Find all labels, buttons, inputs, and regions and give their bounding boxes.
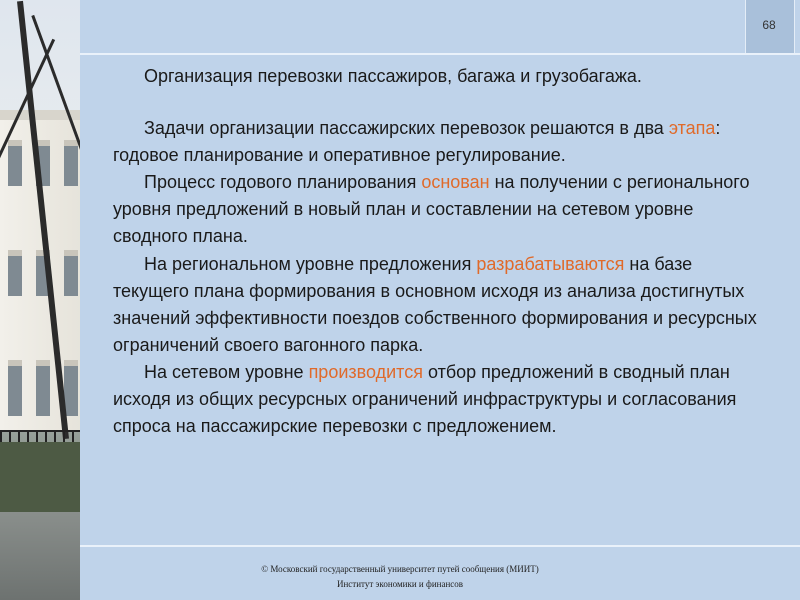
highlight-word: производится xyxy=(308,361,423,382)
building-window xyxy=(8,250,22,296)
paragraph-text: Задачи организации пассажирских перевозок решаются в два xyxy=(144,118,669,139)
bottom-divider xyxy=(80,545,800,547)
building-window xyxy=(8,360,22,416)
highlight-word: этапа xyxy=(668,118,716,139)
paragraph-text: на базе текущего плана формирования в основном исходя из анализа достигнутых значений эффективности поездов собственного формирования и ресурсных ограничений своего вагонного парка. xyxy=(113,253,757,355)
paragraph xyxy=(113,359,771,440)
footer-line-university: © Московский государственный университет путей сообщения (МИИТ) xyxy=(261,564,539,574)
paragraph xyxy=(113,251,771,359)
building-window xyxy=(64,360,78,416)
footer xyxy=(190,562,610,592)
building-window xyxy=(64,250,78,296)
building-window xyxy=(36,360,50,416)
highlight-word: разрабатываются xyxy=(476,253,625,274)
paragraph xyxy=(113,115,771,169)
paragraph-text: На региональном уровне предложения xyxy=(144,253,477,274)
paragraph-text: отбор предложений в сводный план исходя из общих ресурсных ограничений инфраструктуры и согласования спроса на пассажирские перевозки с предложением. xyxy=(113,361,737,437)
footer-line-institute: Институт экономики и финансов xyxy=(336,579,464,589)
paragraph-text: на получении с регионального уровня предложений в новый план и составлении на сетевом уровне сводного плана. xyxy=(113,172,750,247)
paragraph-text: Процесс годового планирования xyxy=(144,172,422,193)
paragraph-text: : годовое планирование и оперативное регулирование. xyxy=(113,118,721,166)
paragraph xyxy=(113,169,771,250)
page-number: 68 xyxy=(762,18,776,32)
highlight-word: основан xyxy=(421,172,490,193)
top-divider xyxy=(80,53,800,55)
slide-title: Организация перевозки пассажиров, багажа и грузобагажа. xyxy=(144,66,642,86)
building-window xyxy=(8,140,22,186)
slide-content xyxy=(113,63,771,440)
building-window xyxy=(64,140,78,186)
paragraph-text: На сетевом уровне xyxy=(144,361,309,382)
